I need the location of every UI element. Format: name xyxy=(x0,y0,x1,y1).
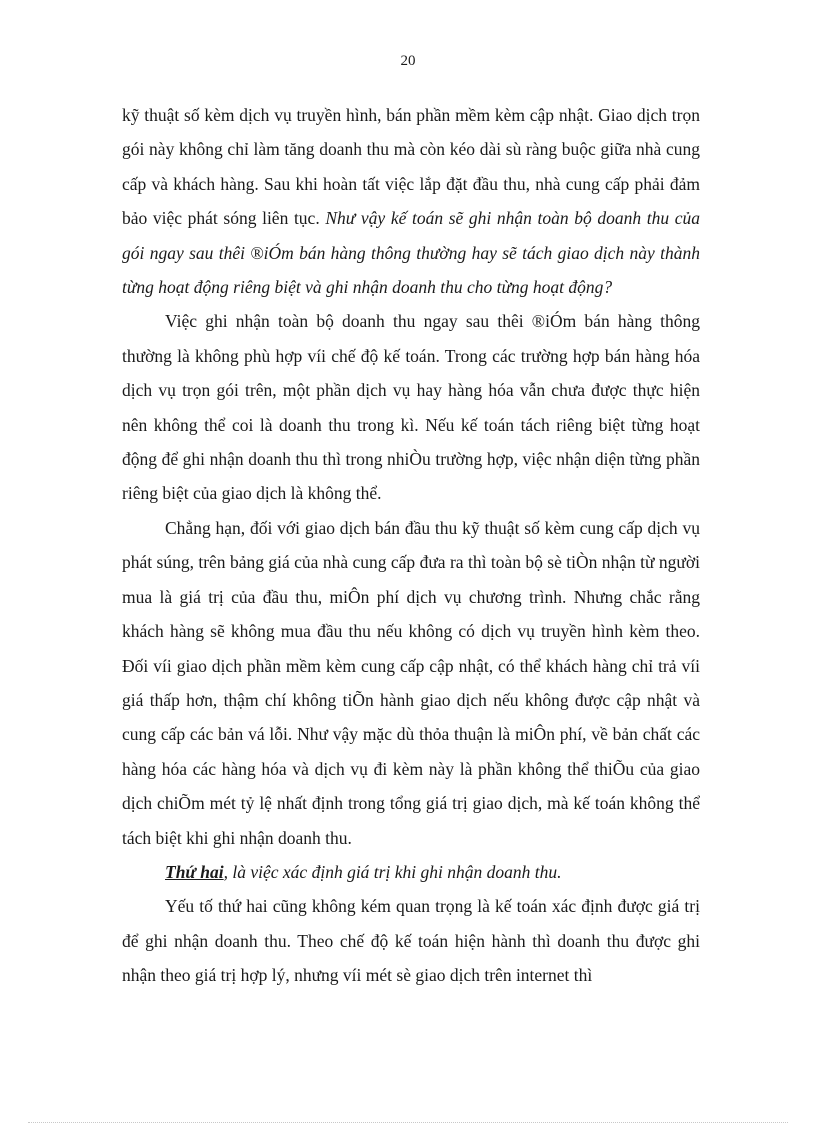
heading-rest: , là việc xác định giá trị khi ghi nhận doanh thu. xyxy=(223,861,562,882)
paragraph: Yếu tố thứ hai cũng không kém quan trọng là kế toán xác định được giá trị để ghi nhận doanh thu. Theo chế độ kế toán hiện hành thì doanh thu được ghi nhận theo giá trị hợp lý, nhưng víi mét sè giao dịch trên internet thì xyxy=(122,896,700,986)
section-heading xyxy=(122,855,700,889)
italic-question: Như vậy kế toán sẽ ghi nhận toàn bộ doanh thu của gói ngay sau thêi ®iÓm bán hàng thông thường hay sẽ tách giao dịch này thành từng hoạt động riêng biệt và ghi nhận doanh thu cho từng hoạt động? xyxy=(122,208,700,298)
body-text xyxy=(122,98,700,993)
heading-lead: Thứ hai xyxy=(165,861,224,882)
paragraph: Chẳng hạn, đối với giao dịch bán đầu thu kỹ thuật số kèm cung cấp dịch vụ phát súng, trên bảng giá của nhà cung cấp đưa ra thì toàn bộ sè tiÒn nhận từ người mua là giá trị của đầu thu, miÔn phí dịch vụ chương trình. Nhưng chắc rằng khách hàng sẽ không mua đầu thu nếu không có dịch vụ truyền hình kèm theo. Đối víi giao dịch phần mềm kèm cung cấp cập nhật, có thể khách hàng chỉ trả víi giá thấp hơn, thậm chí không tiÕn hành giao dịch nếu không được cập nhật và cung cấp các bản vá lỗi. Như vậy mặc dù thỏa thuận là miÔn phí, về bản chất các hàng hóa các hàng hóa và dịch vụ đi kèm này là phần không thể thiÕu của giao dịch chiÕm mét tỷ lệ nhất định trong tổng giá trị giao dịch, mà kế toán không thể tách biệt khi ghi nhận doanh thu. xyxy=(122,517,700,848)
paragraph-continuation xyxy=(122,98,700,304)
paragraph-text: kỹ thuật số kèm dịch vụ truyền hình, bán phần mềm kèm cập nhật. Giao dịch trọn gói này không chỉ làm tăng doanh thu mà còn kéo dài sù ràng buộc giữa nhà cung cấp và khách hàng. Sau khi hoàn tất việc lắp đặt đầu thu, nhà cung cấp phải đảm bảo việc phát sóng liên tục. xyxy=(122,105,700,229)
paragraph: Việc ghi nhận toàn bộ doanh thu ngay sau thêi ®iÓm bán hàng thông thường là không phù hợp víi chế độ kế toán. Trong các trường hợp bán hàng hóa dịch vụ trọn gói trên, một phần dịch vụ hay hàng hóa vẫn chưa được thực hiện nên không thể coi là doanh thu trong kì. Nếu kế toán tách riêng biệt từng hoạt động để ghi nhận doanh thu thì trong nhiÒu trường hợp, việc nhận diện từng phần riêng biệt của giao dịch là không thể. xyxy=(122,311,700,504)
page-number: 20 xyxy=(400,53,416,69)
